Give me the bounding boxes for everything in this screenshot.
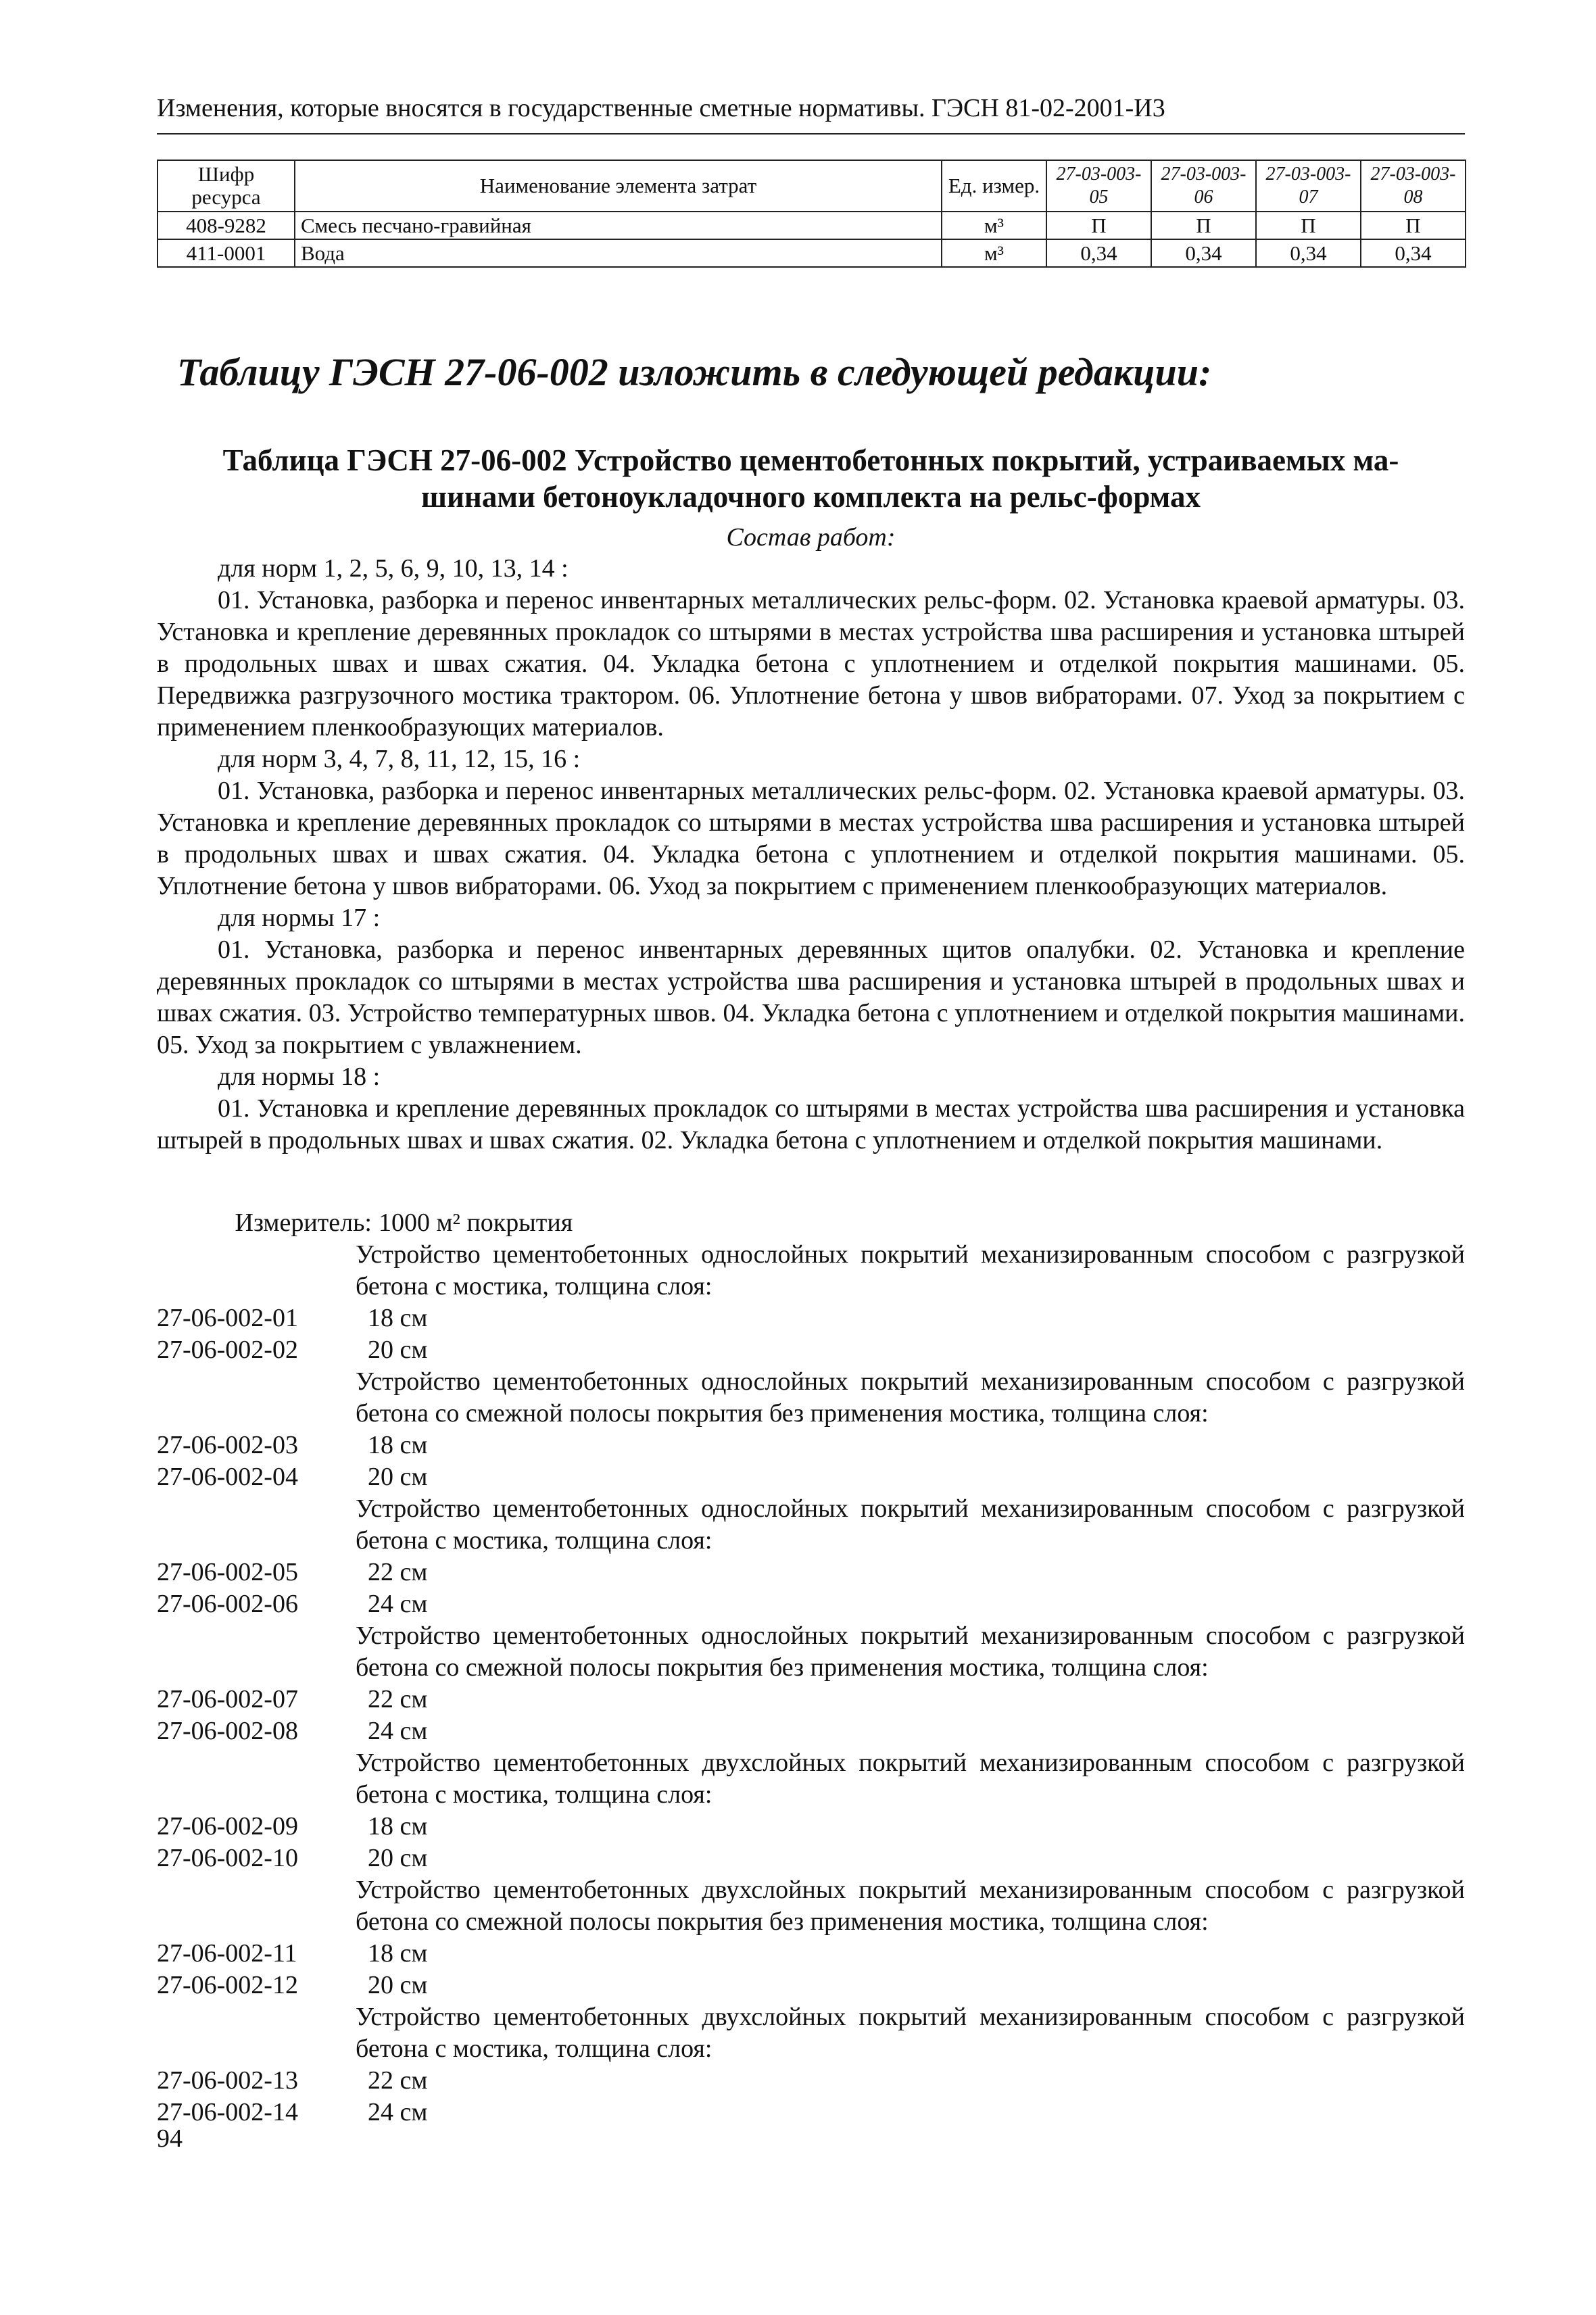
col-header-name: Наименование элемента затрат	[295, 160, 942, 212]
cell-code: 411-0001	[158, 239, 295, 267]
table-row	[158, 212, 1466, 239]
table-title-line: шинами бетоноукладочного комплекта на рельс-формах	[420, 480, 1201, 514]
list-item	[157, 1715, 1465, 1747]
norm-code: 27-06-002-11	[157, 1939, 297, 1968]
cell-value: 0,34	[1046, 239, 1151, 267]
norm-code: 27-06-002-10	[157, 1844, 298, 1872]
work-group-text: 01. Установка и крепление деревянных прокладок со штырями в местах устройства шва расширения и установка штырей в продольных швах и швах сжатия. 02. Укладка бетона с уплотнением и отделкой покрытия машинами.	[157, 1094, 1465, 1154]
norm-value: 20 см	[368, 1971, 428, 1999]
list-item	[157, 2065, 1465, 2097]
norm-code: 27-06-002-06	[157, 1590, 298, 1618]
cell-value: 0,34	[1361, 239, 1466, 267]
cell-value: П	[1361, 212, 1466, 239]
list-item	[157, 1938, 1465, 1970]
col-header-norm: 27-03-003-06	[1151, 160, 1256, 212]
norm-value: 22 см	[368, 2066, 428, 2095]
list-item	[157, 1588, 1465, 1620]
cell-value: 0,34	[1151, 239, 1256, 267]
norm-group-description: Устройство цементобетонных двухслойных покрытий механизированным способом с разгрузкой бетона с мостика, толщина слоя:	[356, 1749, 1465, 1809]
norm-value: 24 см	[368, 1717, 428, 1745]
col-header-unit: Ед. измер.	[942, 160, 1046, 212]
work-group-label: для норм 1, 2, 5, 6, 9, 10, 13, 14 :	[218, 554, 569, 583]
col-header-norm: 27-03-003-05	[1046, 160, 1151, 212]
norm-value: 24 см	[368, 1590, 428, 1618]
norm-code: 27-06-002-08	[157, 1717, 298, 1745]
list-item	[157, 2097, 1465, 2128]
norm-code: 27-06-002-02	[157, 1336, 298, 1364]
norm-code: 27-06-002-03	[157, 1431, 298, 1459]
work-group-label: для нормы 17 :	[218, 904, 381, 932]
norm-value: 20 см	[368, 1336, 428, 1364]
list-item	[157, 1302, 1465, 1334]
header-divider	[157, 133, 1465, 135]
list-item	[157, 1970, 1465, 2001]
norm-code: 27-06-002-13	[157, 2066, 298, 2095]
work-group-text: 01. Установка, разборка и перенос инвентарных металлических рельс-форм. 02. Установка краевой арматуры. 03. Установка и крепление деревянных прокладок со штырями в местах устройства шва расширения и установка штырей в продольных швах и швах сжатия. 04. Укладка бетона с уплотнением и отделкой покрытия машинами. 05. Уплотнение бетона у швов вибраторами. 06. Уход за покрытием с применением пленкообразующих материалов.	[157, 777, 1465, 900]
list-item	[157, 1811, 1465, 1843]
cell-name: Вода	[295, 239, 942, 267]
page-number: 94	[157, 2124, 183, 2153]
norm-list	[157, 1207, 1465, 2128]
work-group-label: для нормы 18 :	[218, 1063, 381, 1091]
table-title	[157, 442, 1465, 515]
composition-label: Состав работ:	[726, 523, 896, 552]
col-header-norm: 27-03-003-07	[1256, 160, 1361, 212]
list-item	[157, 1684, 1465, 1715]
norm-code: 27-06-002-12	[157, 1971, 298, 1999]
amendment-title: Таблицу ГЭСН 27-06-002 изложить в следующей редакции:	[177, 350, 1212, 394]
table-header-row	[158, 160, 1466, 212]
norm-group-description: Устройство цементобетонных однослойных покрытий механизированным способом с разгрузкой бетона со смежной полосы покрытия без применения мостика, толщина слоя:	[356, 1367, 1465, 1428]
list-item	[157, 1843, 1465, 1874]
norm-group-description: Устройство цементобетонных двухслойных покрытий механизированным способом с разгрузкой бетона со смежной полосы покрытия без применения мостика, толщина слоя:	[356, 1876, 1465, 1936]
norm-group-description: Устройство цементобетонных однослойных покрытий механизированным способом с разгрузкой бетона с мостика, толщина слоя:	[356, 1240, 1465, 1300]
list-item	[157, 1334, 1465, 1366]
col-header-norm: 27-03-003-08	[1361, 160, 1466, 212]
norm-value: 18 см	[368, 1304, 428, 1332]
norm-value: 20 см	[368, 1844, 428, 1872]
resource-table	[157, 160, 1466, 268]
list-item	[157, 1430, 1465, 1461]
table-row	[158, 239, 1466, 267]
cell-unit: м³	[942, 212, 1046, 239]
norm-code: 27-06-002-14	[157, 2098, 298, 2126]
norm-code: 27-06-002-05	[157, 1558, 298, 1586]
norm-value: 18 см	[368, 1431, 428, 1459]
norm-value: 22 см	[368, 1558, 428, 1586]
norm-code: 27-06-002-09	[157, 1812, 298, 1841]
cell-code: 408-9282	[158, 212, 295, 239]
col-header-code: Шифр ресурса	[158, 160, 295, 212]
work-group-text: 01. Установка, разборка и перенос инвентарных деревянных щитов опалубки. 02. Установка и крепление деревянных прокладок со штырями в местах устройства шва расширения и установка штырей в продольных швах и швах сжатия. 03. Устройство температурных швов. 04. Укладка бетона с уплотнением и отделкой покрытия машинами. 05. Уход за покрытием с увлажнением.	[157, 935, 1465, 1059]
cell-value: П	[1151, 212, 1256, 239]
norm-group-description: Устройство цементобетонных однослойных покрытий механизированным способом с разгрузкой бетона со смежной полосы покрытия без применения мостика, толщина слоя:	[356, 1622, 1465, 1682]
norm-value: 20 см	[368, 1463, 428, 1491]
norm-value: 24 см	[368, 2098, 428, 2126]
norm-group-description: Устройство цементобетонных однослойных покрытий механизированным способом с разгрузкой бетона с мостика, толщина слоя:	[356, 1494, 1465, 1555]
work-group-label: для норм 3, 4, 7, 8, 11, 12, 15, 16 :	[218, 745, 581, 773]
norm-value: 18 см	[368, 1939, 428, 1968]
work-composition	[157, 553, 1465, 1156]
meter-row	[157, 1207, 1465, 1239]
work-group-text: 01. Установка, разборка и перенос инвентарных металлических рельс-форм. 02. Установка краевой арматуры. 03. Установка и крепление деревянных прокладок со штырями в местах устройства шва расширения и установка штырей в продольных швах и швах сжатия. 04. Укладка бетона с уплотнением и отделкой покрытия машинами. 05. Передвижка разгрузочного мостика трактором. 06. Уплотнение бетона у швов вибраторами. 07. Уход за покрытием с применением пленкообразующих материалов.	[157, 586, 1465, 741]
cell-name: Смесь песчано-гравийная	[295, 212, 942, 239]
cell-unit: м³	[942, 239, 1046, 267]
meter-label: Измеритель:	[235, 1209, 372, 1237]
list-item	[157, 1461, 1465, 1493]
table-title-line: Таблица ГЭСН 27-06-002 Устройство цементобетонных покрытий, устраиваемых ма-	[222, 443, 1399, 477]
norm-value: 18 см	[368, 1812, 428, 1841]
running-header: Изменения, которые вносятся в государственные сметные нормативы. ГЭСН 81-02-2001-И3	[157, 94, 1165, 122]
cell-value: П	[1256, 212, 1361, 239]
norm-code: 27-06-002-04	[157, 1463, 298, 1491]
norm-code: 27-06-002-07	[157, 1685, 298, 1713]
meter-value: 1000 м² покрытия	[379, 1209, 573, 1237]
cell-value: П	[1046, 212, 1151, 239]
norm-code: 27-06-002-01	[157, 1304, 298, 1332]
norm-group-description: Устройство цементобетонных двухслойных покрытий механизированным способом с разгрузкой бетона с мостика, толщина слоя:	[356, 2003, 1465, 2063]
cell-value: 0,34	[1256, 239, 1361, 267]
norm-value: 22 см	[368, 1685, 428, 1713]
list-item	[157, 1557, 1465, 1588]
